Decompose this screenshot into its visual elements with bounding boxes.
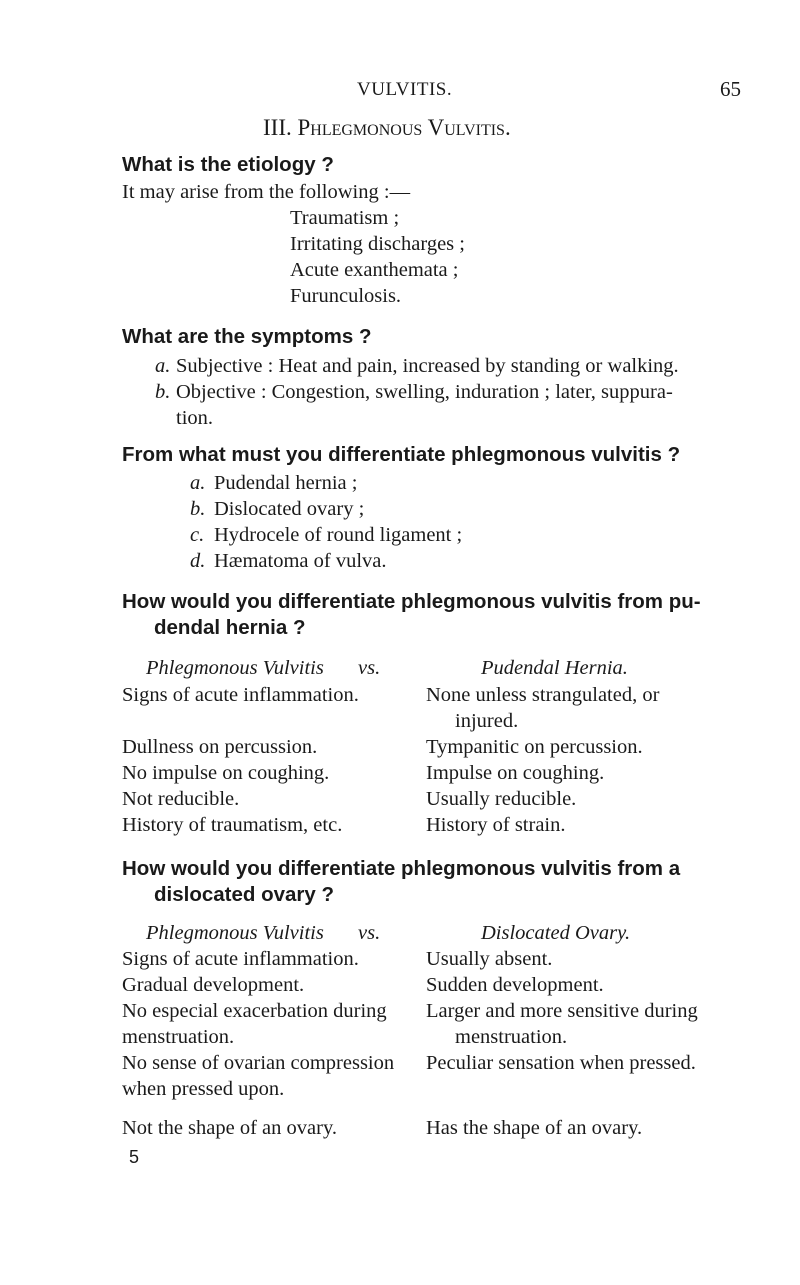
- column-heading-left: Phlegmonous Vulvitis: [146, 657, 324, 679]
- signature-mark: 5: [129, 1147, 140, 1167]
- comparison-right: History of strain.: [426, 814, 566, 836]
- comparison-left: Signs of acute inflammation.: [122, 948, 359, 970]
- comparison-left-cont: when pressed upon.: [122, 1078, 285, 1100]
- comparison-right: Sudden development.: [426, 974, 604, 996]
- section-title: III. Phlegmonous Vulvitis.: [263, 115, 511, 140]
- comparison-left: Gradual development.: [122, 974, 305, 996]
- question-vs-hernia: How would you differentiate phlegmonous vulvitis from pu-: [122, 590, 701, 613]
- comparison-right: Impulse on coughing.: [426, 762, 605, 784]
- comparison-right: None unless strangulated, or: [426, 684, 660, 706]
- differential-item: Hydrocele of round ligament ;: [214, 524, 463, 546]
- comparison-right: Usually reducible.: [426, 788, 577, 810]
- comparison-right-cont: menstruation.: [455, 1026, 568, 1048]
- comparison-right: Tympanitic on percussion.: [426, 736, 643, 758]
- differential-item: Dislocated ovary ;: [214, 498, 365, 520]
- differential-marker: a.: [190, 472, 206, 494]
- etiology-item: Traumatism ;: [290, 207, 400, 229]
- symptom-subjective: Subjective : Heat and pain, increased by standing or walking.: [176, 355, 679, 377]
- comparison-left: Signs of acute inflammation.: [122, 684, 359, 706]
- question-vs-ovary-cont: dislocated ovary ?: [154, 883, 335, 906]
- question-differential: From what must you differentiate phlegmonous vulvitis ?: [122, 443, 681, 466]
- differential-item: Pudendal hernia ;: [214, 472, 358, 494]
- comparison-right: Usually absent.: [426, 948, 553, 970]
- comparison-right-cont: injured.: [455, 710, 519, 732]
- symptom-objective-cont: tion.: [176, 407, 214, 429]
- question-vs-hernia-cont: dendal hernia ?: [154, 616, 306, 639]
- differential-marker: c.: [190, 524, 205, 546]
- page-number: 65: [720, 77, 741, 101]
- comparison-right: Peculiar sensation when pressed.: [426, 1052, 696, 1074]
- versus-label: vs.: [358, 657, 381, 679]
- question-etiology: What is the etiology ?: [122, 153, 334, 176]
- symptom-marker-b: b.: [155, 381, 171, 403]
- differential-marker: b.: [190, 498, 206, 520]
- comparison-right: Has the shape of an ovary.: [426, 1117, 643, 1139]
- question-vs-ovary: How would you differentiate phlegmonous vulvitis from a: [122, 857, 681, 880]
- etiology-item: Furunculosis.: [290, 285, 402, 307]
- comparison-left: History of traumatism, etc.: [122, 814, 343, 836]
- versus-label: vs.: [358, 922, 381, 944]
- column-heading-left: Phlegmonous Vulvitis: [146, 922, 324, 944]
- symptom-marker-a: a.: [155, 355, 171, 377]
- comparison-left-cont: menstruation.: [122, 1026, 235, 1048]
- comparison-left: No sense of ovarian compression: [122, 1052, 395, 1074]
- comparison-left: Not reducible.: [122, 788, 240, 810]
- question-symptoms: What are the symptoms ?: [122, 325, 372, 348]
- differential-item: Hæmatoma of vulva.: [214, 550, 387, 572]
- etiology-item: Irritating discharges ;: [290, 233, 465, 255]
- etiology-item: Acute exanthemata ;: [290, 259, 459, 281]
- running-title: VULVITIS.: [357, 79, 453, 100]
- comparison-left: No impulse on coughing.: [122, 762, 330, 784]
- comparison-right: Larger and more sensitive during: [426, 1000, 698, 1022]
- column-heading-right: Pudendal Hernia.: [481, 657, 628, 679]
- comparison-left: Dullness on percussion.: [122, 736, 318, 758]
- symptom-objective: Objective : Congestion, swelling, induration ; later, suppura-: [176, 381, 673, 403]
- etiology-intro: It may arise from the following :—: [122, 181, 411, 203]
- column-heading-right: Dislocated Ovary.: [481, 922, 631, 944]
- comparison-left: Not the shape of an ovary.: [122, 1117, 337, 1139]
- running-head: [0, 79, 800, 109]
- differential-marker: d.: [190, 550, 206, 572]
- comparison-left: No especial exacerbation during: [122, 1000, 387, 1022]
